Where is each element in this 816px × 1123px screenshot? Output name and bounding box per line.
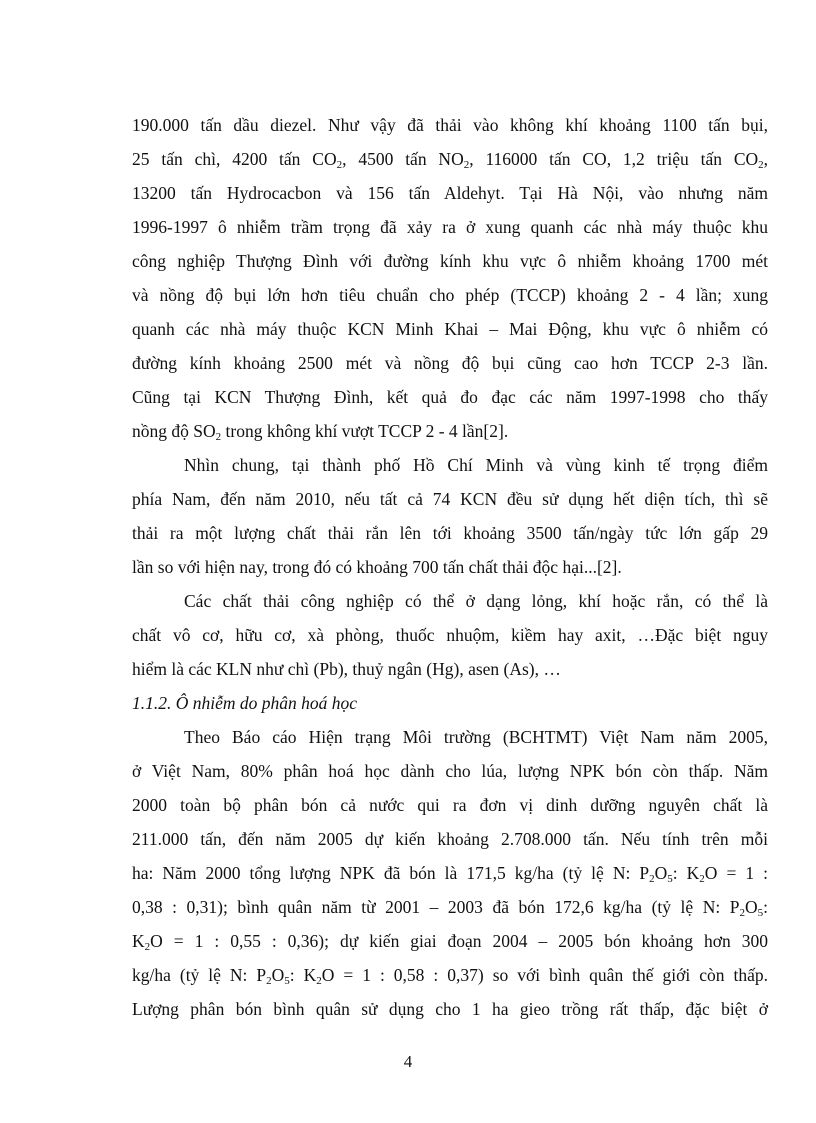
- subscript: 2: [739, 907, 745, 919]
- subscript: 2: [144, 941, 151, 953]
- text-line: 211.000 tấn, đến năm 2005 dự kiến khoảng 2.708.000 tấn. Nếu tính trên mỗi: [132, 829, 768, 849]
- subscript: 2: [463, 159, 470, 171]
- text-line: lần so với hiện nay, trong đó có khoảng 700 tấn chất thải độc hại...[2].: [132, 557, 622, 577]
- text-line: ha: Năm 2000 tổng lượng NPK đã bón là 171,5 kg/ha (tỷ lệ N: $P_2O_5$: $K_2O = 1$ :: [132, 863, 769, 885]
- subscript: 2: [215, 431, 222, 443]
- text-line: 0,38 : 0,31); bình quân năm từ 2001 – 2003 đã bón 172,6 kg/ha (tỷ lệ N: $P_2O_5$:: [132, 897, 768, 919]
- text-line: chất vô cơ, hữu cơ, xà phòng, thuốc nhuộm, kiềm hay axit, …Đặc biệt nguy: [132, 625, 768, 645]
- subscript: 5: [667, 873, 673, 885]
- subscript: 2: [266, 975, 272, 987]
- subscript: 2: [336, 159, 343, 171]
- paragraph-4: [132, 720, 768, 1026]
- subscript: 2: [699, 873, 705, 885]
- paragraph-3: [132, 584, 768, 686]
- text-line: Các chất thải công nghiệp có thể ở dạng lỏng, khí hoặc rắn, có thể là: [184, 591, 768, 611]
- text-line: 13200 tấn Hydrocacbon và 156 tấn Aldehyt. Tại Hà Nội, vào nhưng năm: [132, 183, 768, 203]
- subscript: 5: [284, 975, 290, 987]
- text-line: $K_2O = 1$ : 0,55 : 0,36); dự kiến giai đoạn 2004 – 2005 bón khoảng hơn 300: [132, 931, 768, 953]
- text-line: Nhìn chung, tại thành phố Hồ Chí Minh và vùng kinh tế trọng điểm: [184, 455, 768, 475]
- subscript: 2: [758, 159, 764, 171]
- text-line: công nghiệp Thượng Đình với đường kính khu vực ô nhiễm khoảng 1700 mét: [132, 251, 768, 271]
- text-line: 190.000 tấn dầu diezel. Như vậy đã thải vào không khí khoảng 1100 tấn bụi,: [132, 115, 768, 135]
- text-line: Cũng tại KCN Thượng Đình, kết quả đo đạc các năm 1997-1998 cho thấy: [132, 387, 768, 407]
- text-line: 25 tấn chì, 4200 tấn $CO_2$, 4500 tấn $NO_2$, 116000 tấn CO, 1,2 triệu tấn $CO_2$,: [132, 149, 769, 171]
- text-line: quanh các nhà máy thuộc KCN Minh Khai – Mai Động, khu vực ô nhiễm có: [132, 319, 768, 339]
- section-heading: 1.1.2. Ô nhiễm do phân hoá học: [132, 693, 358, 713]
- subscript: 2: [649, 873, 655, 885]
- paragraph-1: [132, 108, 768, 448]
- text-line: đường kính khoảng 2500 mét và nồng độ bụi cũng cao hơn TCCP 2-3 lần.: [132, 353, 768, 373]
- text-line: hiểm là các KLN như chì (Pb), thuỷ ngân (Hg), asen (As), …: [132, 659, 561, 679]
- text-line: nồng độ $SO_2$ trong không khí vượt TCCP 2 - 4 lần[2].: [132, 421, 509, 443]
- page-body: [132, 108, 768, 1026]
- text-line: kg/ha (tỷ lệ N: $P_2O_5$: $K_2O = 1$ : 0,58 : 0,37) so với bình quân thế giới còn thấp.: [132, 965, 769, 987]
- subscript: 5: [757, 907, 764, 919]
- text-line: ở Việt Nam, 80% phân hoá học dành cho lúa, lượng NPK bón còn thấp. Năm: [132, 761, 768, 781]
- paragraph-2: [132, 448, 768, 584]
- page-number: 4: [403, 1052, 413, 1071]
- text-line: Theo Báo cáo Hiện trạng Môi trường (BCHTMT) Việt Nam năm 2005,: [184, 727, 768, 747]
- text-line: và nồng độ bụi lớn hơn tiêu chuẩn cho phép (TCCP) khoảng 2 - 4 lần; xung: [132, 285, 768, 305]
- text-line: Lượng phân bón bình quân sử dụng cho 1 ha gieo trồng rất thấp, đặc biệt ở: [132, 999, 768, 1019]
- text-line: thải ra một lượng chất thải rắn lên tới khoảng 3500 tấn/ngày tức lớn gấp 29: [132, 523, 768, 543]
- subscript: 2: [316, 975, 322, 987]
- text-line: phía Nam, đến năm 2010, nếu tất cả 74 KCN đều sử dụng hết diện tích, thì sẽ: [132, 489, 768, 509]
- text-line: 2000 toàn bộ phân bón cả nước qui ra đơn vị dinh dưỡng nguyên chất là: [132, 795, 768, 815]
- text-line: 1996-1997 ô nhiễm trầm trọng đã xảy ra ở xung quanh các nhà máy thuộc khu: [132, 217, 768, 237]
